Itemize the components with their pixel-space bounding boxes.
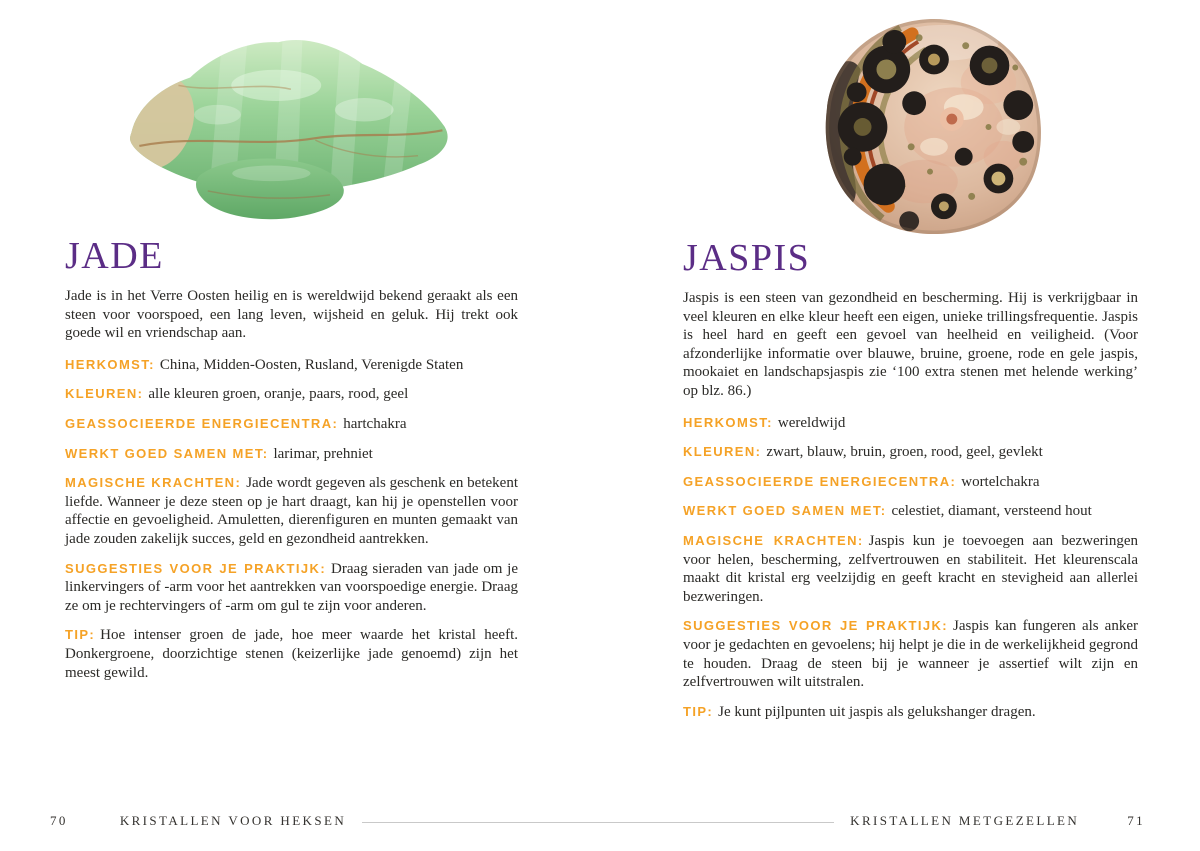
section-label-magische-krachten: MAGISCHE KRACHTEN: [65, 475, 242, 491]
jade-section-suggesties [65, 560, 518, 616]
jaspis-section-samen-met [683, 502, 1138, 521]
section-text-samen-met: larimar, prehniet [273, 445, 373, 462]
section-text-tip: Je kunt pijlpunten uit jaspis als gelukshanger dragen. [718, 703, 1036, 720]
section-label-herkomst: HERKOMST: [683, 414, 773, 430]
jaspis-intro-paragraph: Jaspis is een steen van gezondheid en bescherming. Hij is verkrijgbaar in veel kleuren en elke kleur heeft een eigen, unieke trillingsfrequentie. Jaspis is heel hard en geeft een gevoel van heelheid en veiligheid. (Voor afzonderlijke informatie over blauwe, bruine, groene, rode en gele jaspis, mookaiet en landschapsjaspis zie ‘100 extra stenen met helende werking’ op blz. 86.) [683, 290, 1138, 399]
section-label-herkomst: HERKOMST: [65, 356, 155, 372]
section-label-energiecentra: GEASSOCIEERDE ENERGIECENTRA: [65, 415, 339, 431]
jasper-stone-svg [795, 8, 1068, 241]
section-label-energiecentra: GEASSOCIEERDE ENERGIECENTRA: [683, 473, 957, 489]
section-text-samen-met: celestiet, diamant, versteend hout [891, 503, 1092, 520]
section-label-kleuren: KLEUREN: [65, 386, 144, 402]
jade-section-energiecentra [65, 415, 518, 434]
page-title-jaspis: JASPIS [683, 237, 811, 279]
page-number-right: 71 [1127, 813, 1145, 828]
jade-section-tip [65, 626, 518, 682]
jade-stone-svg [110, 16, 462, 228]
section-label-tip: TIP: [65, 627, 96, 643]
section-text-suggesties: Jaspis kan fungeren als anker voor je gedachten en gevoelens; hij helpt je die in de werkelijkheid gegrond te houden. Draag de steen bij je wanneer je assertief wilt zijn en zelfvertrouwen wilt uitstralen. [683, 618, 1138, 691]
jaspis-section-suggesties [683, 617, 1138, 691]
section-label-magische-krachten: MAGISCHE KRACHTEN: [683, 532, 864, 548]
footer-divider-line [362, 822, 834, 823]
jaspis-section-energiecentra [683, 473, 1138, 492]
section-text-energiecentra: wortelchakra [961, 473, 1040, 490]
section-text-magische-krachten: Jaspis kun je toevoegen aan bezweringen voor helen, bescherming, zelfvertrouwen en stabiliteit. Het kleurenscala maakt dit kristal erg veelzijdig en geeft kracht en stevigheid aan allerlei bezweringen. [683, 532, 1138, 605]
section-text-kleuren: zwart, blauw, bruin, groen, rood, geel, gevlekt [766, 444, 1043, 461]
section-label-tip: TIP: [683, 703, 714, 719]
jaspis-section-magische-krachten [683, 532, 1138, 606]
section-label-samen-met: WERKT GOED SAMEN MET: [65, 445, 269, 461]
section-label-kleuren: KLEUREN: [683, 444, 762, 460]
section-text-herkomst: wereldwijd [777, 414, 846, 431]
section-text-suggesties: Draag sieraden van jade om je linkervingers of -arm voor het aantrekken van voorspoedige energie. Draag ze om je rechtervingers of -arm om gul te zijn voor anderen. [65, 560, 518, 614]
jade-section-herkomst [65, 356, 518, 375]
jade-intro-paragraph: Jade is in het Verre Oosten heilig en is wereldwijd bekend geraakt als een steen voor voorspoed, een lang leven, wijsheid en geluk. Hij trekt ook goede wil en vriendschap aan. [65, 288, 518, 342]
page-number-left: 70 [50, 813, 68, 828]
jade-section-kleuren [65, 385, 518, 404]
section-text-energiecentra: hartchakra [343, 415, 407, 432]
footer-running-title-left: KRISTALLEN VOOR HEKSEN [119, 813, 347, 828]
section-text-herkomst: China, Midden-Oosten, Rusland, Verenigde Staten [159, 356, 464, 373]
jaspis-section-tip [683, 703, 1138, 722]
section-text-magische-krachten: Jade wordt gegeven als geschenk en betekent liefde. Wanneer je deze steen op je hart draagt, kan hij je openstellen voor affectie en gevoeligheid. Amuletten, dierenfiguren en munten gemaakt van jade zouden zakelijk succes, geld en gezondheid aantrekken. [65, 475, 518, 547]
section-label-samen-met: WERKT GOED SAMEN MET: [683, 503, 887, 519]
jaspis-section-kleuren [683, 443, 1138, 462]
jade-stone-image [110, 16, 462, 228]
jasper-stone-image [795, 8, 1068, 241]
section-label-suggesties: SUGGESTIES VOOR JE PRAKTIJK: [65, 560, 327, 576]
jade-section-samen-met [65, 445, 518, 464]
page-title-jade: JADE [65, 235, 164, 277]
section-text-kleuren: alle kleuren groen, oranje, paars, rood, geel [148, 386, 409, 403]
jaspis-section-herkomst [683, 414, 1138, 433]
page-jaspis [683, 0, 1138, 732]
jade-section-magische-krachten [65, 474, 518, 548]
section-text-tip: Hoe intenser groen de jade, hoe meer waarde het kristal heeft. Donkergroene, doorzichtige stenen (keizerlijke jade genoemd) zijn het meest gewild. [65, 627, 518, 681]
footer-running-title-right: KRISTALLEN METGEZELLEN [850, 813, 1080, 828]
section-label-suggesties: SUGGESTIES VOOR JE PRAKTIJK: [683, 618, 948, 634]
page-jade [65, 0, 518, 693]
footer-bar [50, 813, 1145, 829]
